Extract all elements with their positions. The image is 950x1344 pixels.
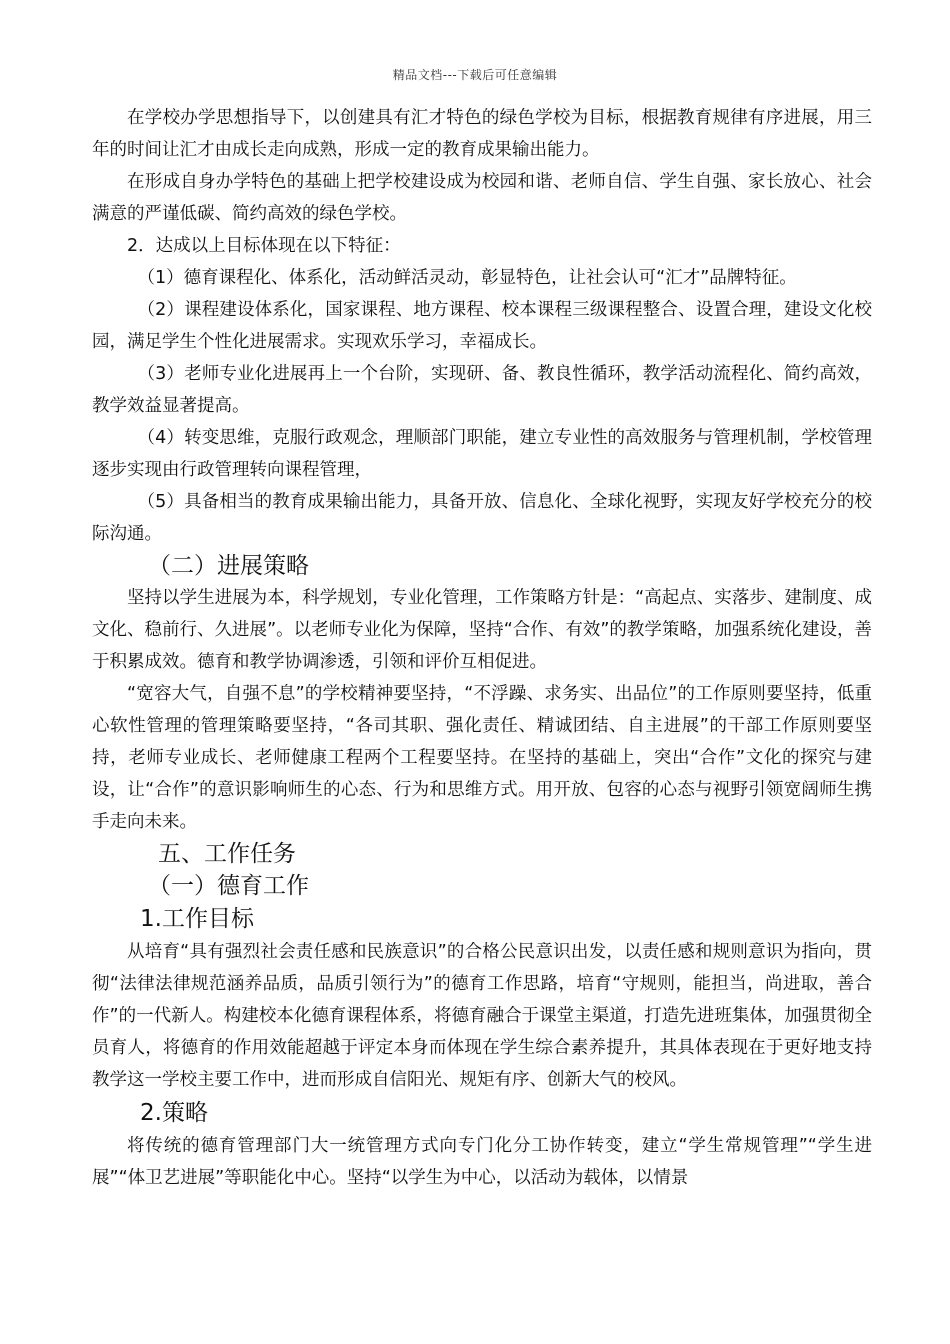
list-item-feature-1: （1）德育课程化、体系化，活动鲜活灵动，彰显特色，让社会认可“汇才”品牌特征。 (137, 268, 797, 288)
heading-moral-education: （一）德育工作 (148, 873, 309, 899)
heading-strategy: 2.策略 (140, 1100, 208, 1126)
heading-work-goal: 1.工作目标 (140, 906, 254, 932)
heading-development-strategy: （二）进展策略 (148, 553, 309, 579)
paragraph-school-spirit: “宽容大气，自强不息”的学校精神要坚持，“不浮躁、求务实、出品位”的工作原则要坚持，低重心软性管理的管理策略要坚持，“各司其职、强化责任、精诚团结、自主进展”的干部工作原则要坚持，老师专业成长、老师健康工程两个工程要坚持。在坚持的基础上，突出“合作”文化的探究与建设，让“合作”的意识影响师生的心态、行为和思维方式。用开放、包容的心态与视野引领宽阔师生携手走向未来。 (92, 684, 872, 832)
list-item-feature-3: （3）老师专业化进展再上一个台阶，实现研、备、教良性循环，教学活动流程化、简约高效，教学效益显著提高。 (92, 364, 872, 416)
paragraph-green-school: 在形成自身办学特色的基础上把学校建设成为校园和谐、老师自信、学生自强、家长放心、社会满意的严谨低碳、简约高效的绿色学校。 (92, 172, 872, 224)
page-header: 精品文档---下载后可任意编辑 (392, 68, 558, 82)
list-item-feature-2: （2）课程建设体系化，国家课程、地方课程、校本课程三级课程整合、设置合理，建设文化校园，满足学生个性化进展需求。实现欢乐学习，幸福成长。 (92, 300, 872, 352)
paragraph-strategy-policy: 坚持以学生进展为本，科学规划，专业化管理，工作策略方针是：“高起点、实落步、建制度、成文化、稳前行、久进展”。以老师专业化为保障，坚持“合作、有效”的教学策略，加强系统化建设，善于积累成效。德育和教学协调渗透，引领和评价互相促进。 (92, 588, 872, 672)
paragraph-strategy-detail: 将传统的德育管理部门大一统管理方式向专门化分工协作转变，建立“学生常规管理”“学生进展”“体卫艺进展”等职能化中心。坚持“以学生为中心，以活动为载体，以情景 (92, 1136, 872, 1188)
paragraph-features-lead: 2．达成以上目标体现在以下特征： (127, 236, 401, 256)
list-item-feature-4: （4）转变思维，克服行政观念，理顺部门职能，建立专业性的高效服务与管理机制，学校管理逐步实现由行政管理转向课程管理， (92, 428, 872, 480)
list-item-feature-5: （5）具备相当的教育成果输出能力，具备开放、信息化、全球化视野，实现友好学校充分的校际沟通。 (92, 492, 872, 544)
paragraph-moral-goal: 从培育“具有强烈社会责任感和民族意识”的合格公民意识出发，以责任感和规则意识为指向，贯彻“法律法律规范涵养品质，品质引领行为”的德育工作思路，培育“守规则，能担当，尚进取，善合作”的一代新人。构建校本化德育课程体系，将德育融合于课堂主渠道，打造先进班集体，加强贯彻全员育人，将德育的作用效能超越于评定本身而体现在学生综合素养提升，其具体表现在于更好地支持教学这一学校主要工作中，进而形成自信阳光、规矩有序、创新大气的校风。 (92, 942, 872, 1090)
paragraph-goal-intro: 在学校办学思想指导下，以创建具有汇才特色的绿色学校为目标，根据教育规律有序进展，用三年的时间让汇才由成长走向成熟，形成一定的教育成果输出能力。 (92, 108, 872, 160)
document-body (92, 102, 872, 1194)
heading-work-tasks: 五、工作任务 (158, 841, 296, 867)
